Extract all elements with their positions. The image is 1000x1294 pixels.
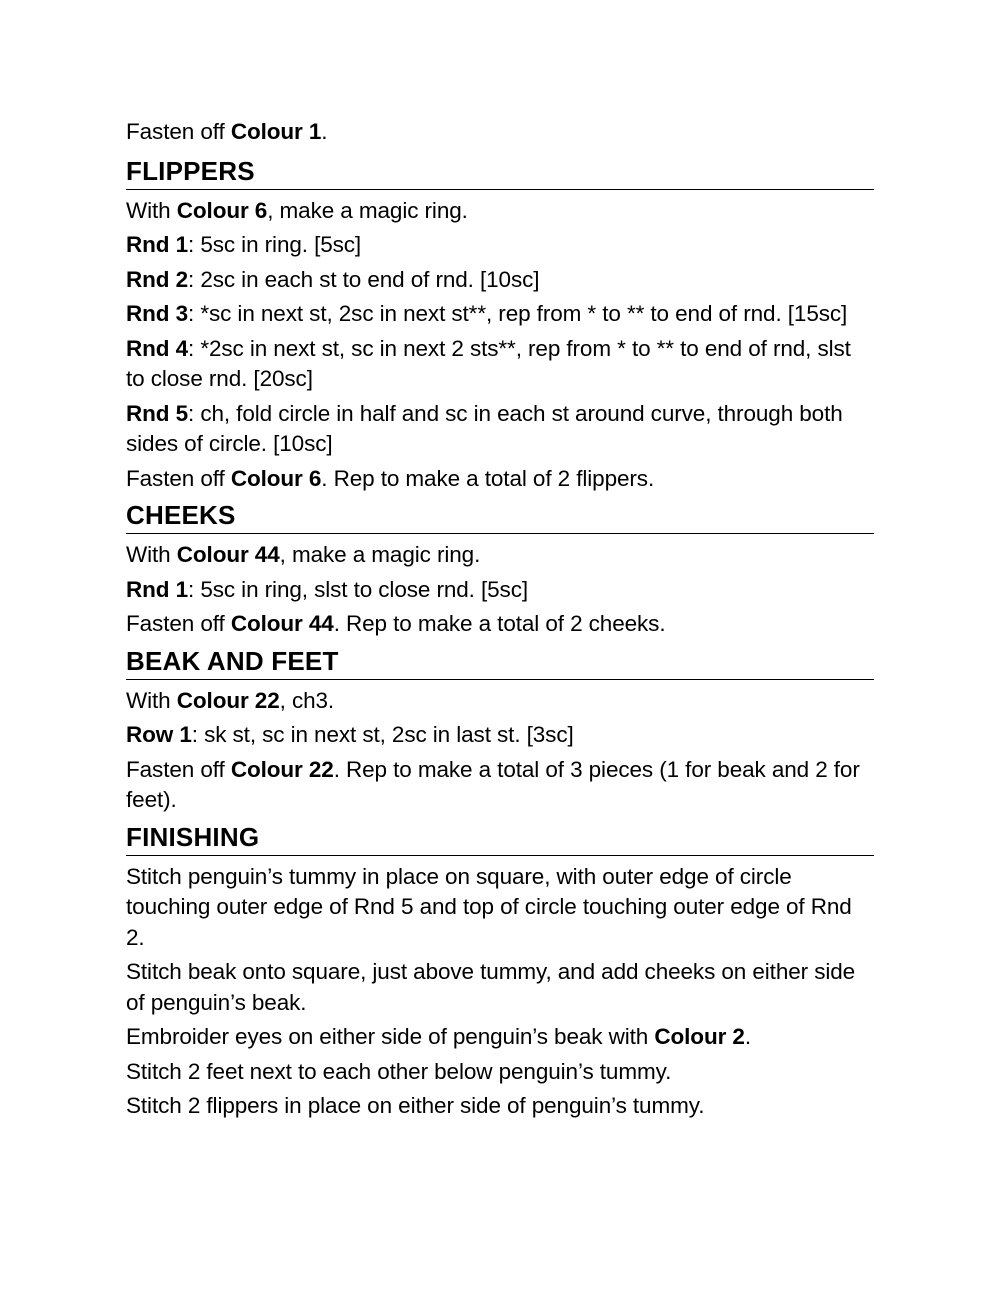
instruction-paragraph: Rnd 3: *sc in next st, 2sc in next st**, rep from * to ** to end of rnd. [15sc]	[126, 301, 848, 326]
instruction-paragraph: Fasten off Colour 6. Rep to make a total of 2 flippers.	[126, 465, 655, 491]
section-finishing	[126, 822, 874, 1122]
intro-paragraph: Fasten off Colour 1.	[126, 119, 328, 144]
instruction-paragraph: Rnd 1: 5sc in ring, slst to close rnd. [5sc]	[126, 576, 528, 602]
section-flippers	[126, 156, 874, 495]
sections-container	[126, 156, 874, 1122]
instruction-paragraph: Stitch penguin’s tummy in place on square, with outer edge of circle touching outer edge of Rnd 5 and top of circle touching outer edge of Rnd 2.	[126, 863, 852, 950]
instruction-paragraph: Rnd 4: *2sc in next st, sc in next 2 sts**, rep from * to ** to end of rnd, slst to close rnd. [20sc]	[126, 335, 851, 391]
section-cheeks	[126, 500, 874, 640]
section-divider	[126, 189, 874, 190]
instruction-paragraph: With Colour 6, make a magic ring.	[126, 197, 468, 223]
instruction-paragraph: With Colour 44, make a magic ring.	[126, 542, 481, 567]
instruction-paragraph: Stitch beak onto square, just above tummy, and add cheeks on either side of penguin’s beak.	[126, 959, 856, 1015]
instruction-paragraph: Stitch 2 flippers in place on either side of penguin’s tummy.	[126, 1093, 705, 1118]
instruction-paragraph: With Colour 22, ch3.	[126, 687, 335, 713]
section-heading-finishing: FINISHING	[126, 821, 260, 852]
instruction-paragraph: Fasten off Colour 44. Rep to make a total of 2 cheeks.	[126, 611, 666, 636]
section-heading-beak-and-feet: BEAK AND FEET	[126, 645, 339, 676]
instruction-paragraph: Rnd 1: 5sc in ring. [5sc]	[126, 232, 362, 257]
instruction-paragraph: Fasten off Colour 22. Rep to make a total of 3 pieces (1 for beak and 2 for feet).	[126, 756, 860, 812]
section-beak-and-feet	[126, 646, 874, 816]
section-divider	[126, 679, 874, 680]
instruction-paragraph: Row 1: sk st, sc in next st, 2sc in last st. [3sc]	[126, 722, 574, 747]
instruction-paragraph: Embroider eyes on either side of penguin’s beak with Colour 2.	[126, 1024, 751, 1049]
pattern-page	[126, 117, 874, 1128]
instruction-paragraph: Stitch 2 feet next to each other below penguin’s tummy.	[126, 1058, 672, 1084]
section-heading-flippers: FLIPPERS	[126, 155, 255, 186]
section-divider	[126, 855, 874, 856]
instruction-paragraph: Rnd 5: ch, fold circle in half and sc in each st around curve, through both sides of circle. [10sc]	[126, 400, 843, 456]
section-heading-cheeks: CHEEKS	[126, 500, 236, 530]
instruction-paragraph: Rnd 2: 2sc in each st to end of rnd. [10sc]	[126, 266, 540, 292]
section-divider	[126, 533, 874, 534]
